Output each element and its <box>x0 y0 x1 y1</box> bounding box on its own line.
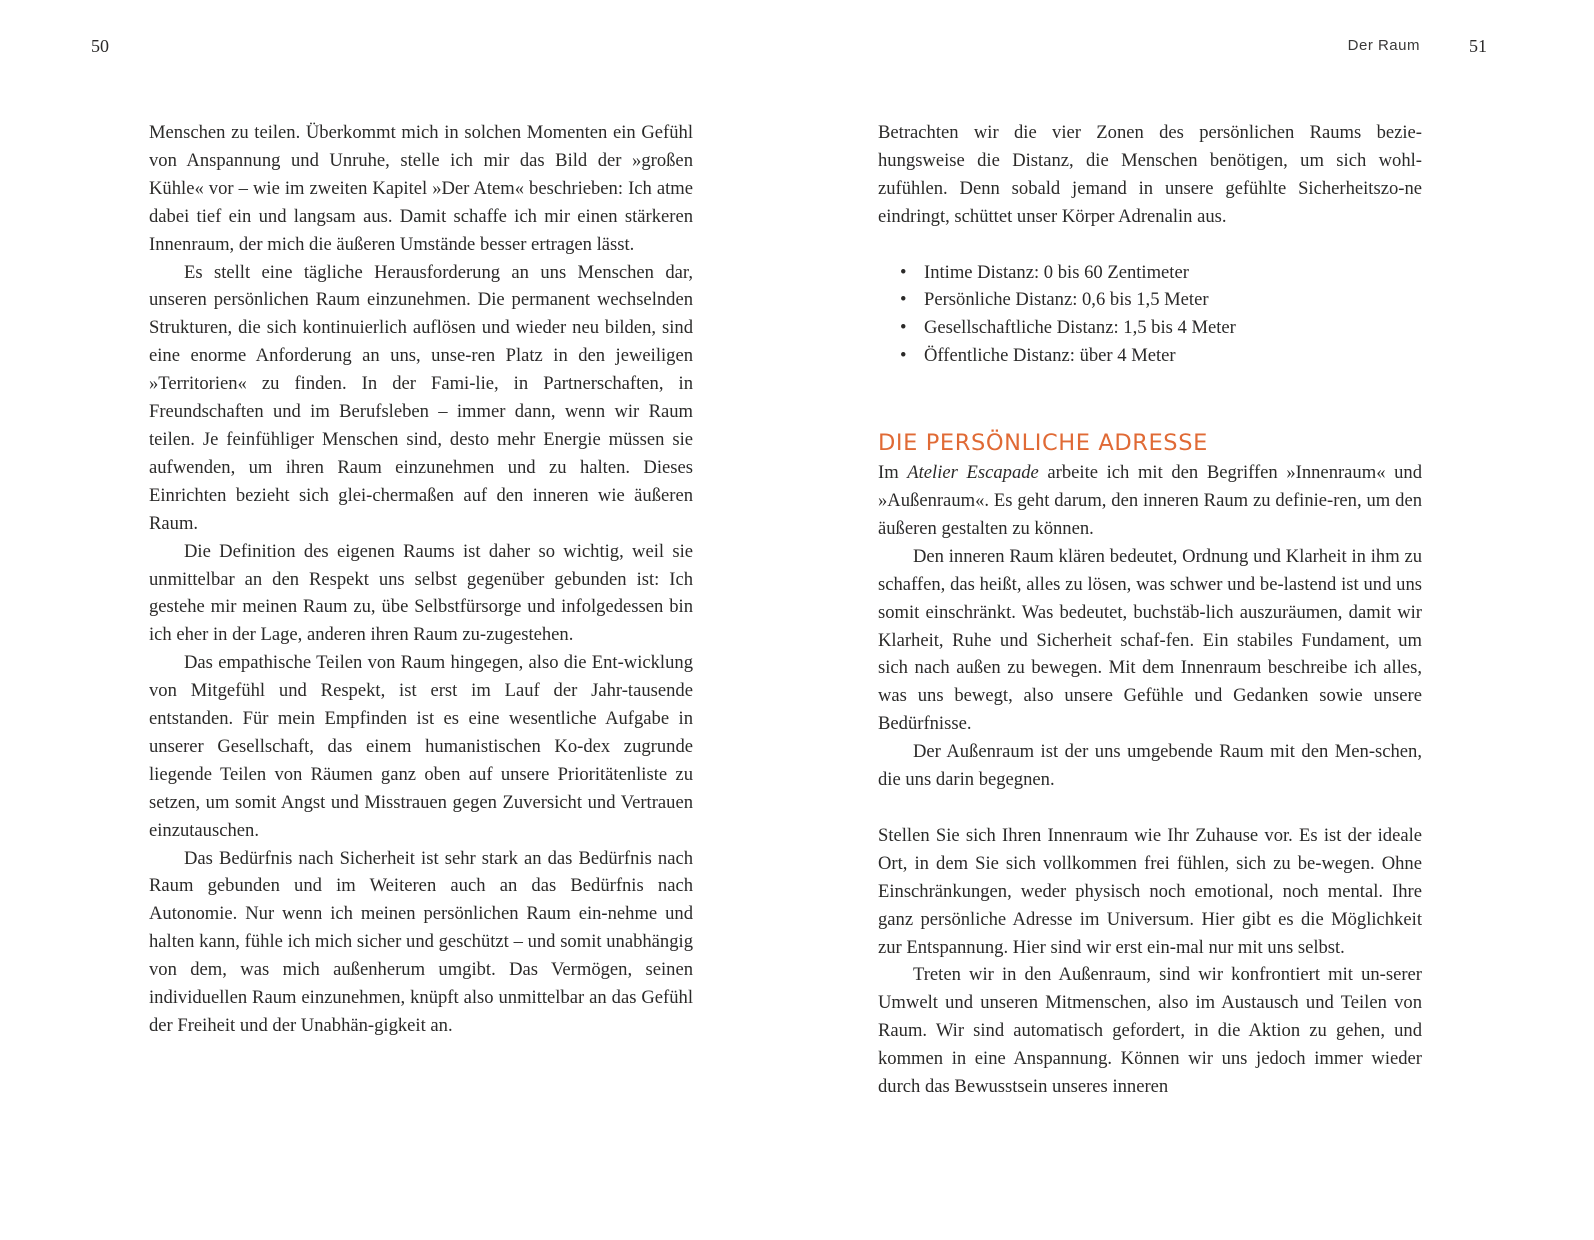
distance-zones-list <box>878 259 1422 371</box>
paragraph: Den inneren Raum klären bedeutet, Ordnung und Klarheit in ihm zu schaffen, das heißt, alles zu lösen, was schwer und be-lastend ist und uns somit einschränkt. Was bedeutet, buchstäb-lich auszuräumen, damit wir Klarheit, Ruhe und Sicherheit schaf-fen. Ein stabiles Fundament, um sich nach außen zu bewegen. Mit dem Innenraum beschreibe ich alles, was uns bewegt, also unsere Gefühle und Gedanken sowie unsere Bedürfnisse. <box>878 545 1422 735</box>
paragraph: Menschen zu teilen. Überkommt mich in solchen Momenten ein Gefühl von Anspannung und Unruhe, stelle ich mir das Bild der »großen Kühle« vor – wie im zweiten Kapitel »Der Atem« beschrieben: Ich atme dabei tief ein und langsam aus. Damit schaffe ich mir einen stärkeren Innenraum, der mich die äußeren Umstände besser ertragen lässt. <box>149 122 693 255</box>
page-number-right: 51 <box>1469 36 1487 56</box>
list-item: • Intime Distanz: 0 bis 60 Zentimeter <box>900 259 1422 287</box>
list-item: • Gesellschaftliche Distanz: 1,5 bis 4 Meter <box>900 314 1422 342</box>
paragraph: Die Definition des eigenen Raums ist daher so wichtig, weil sie unmittelbar an den Respekt uns selbst gegenüber gebunden ist: Ich gestehe mir meinen Raum zu, übe Selbstfürsorge und infolgedessen bin ich eher in der Lage, anderen ihren Raum zu-zugestehen. <box>149 540 693 646</box>
bullet-icon: • <box>900 345 907 367</box>
intro-paragraph: Betrachten wir die vier Zonen des persönlichen Raums bezie-hungsweise die Distanz, die Menschen benötigen, um sich wohl-zufühlen. Denn sobald jemand in unsere gefühlte Sicherheitszo-ne eindringt, schüttet unser Körper Adrenalin aus. <box>878 122 1422 227</box>
emphasis-text: Atelier Escapade <box>907 462 1039 484</box>
paragraph: Es stellt eine tägliche Herausforderung an uns Menschen dar, unseren persönlichen Raum einzunehmen. Die permanent wechselnden Strukturen, die sich kontinuierlich auflösen und wieder neu bilden, sind eine enorme Anforderung an uns, unse-ren Platz in den jeweiligen »Territorien« zu finden. In der Fami-lie, in Partnerschaften, in Freundschaften und im Berufsleben – immer dann, wenn wir Raum teilen. Je feinfühliger Menschen sind, desto mehr Energie müssen sie aufwenden, um ihren Raum einzunehmen und zu halten. Dieses Einrichten bezieht sich glei-chermaßen auf den inneren wie äußeren Raum. <box>149 261 693 534</box>
list-item: • Öffentliche Distanz: über 4 Meter <box>900 342 1422 370</box>
paragraph: Der Außenraum ist der uns umgebende Raum mit den Men-schen, die uns darin begegnen. <box>878 741 1422 791</box>
bullet-icon: • <box>900 261 907 283</box>
paragraph: Im Atelier Escapade arbeite ich mit den Begriffen »Innenraum« und »Außenraum«. Es geht darum, den inneren Raum zu definie-ren, um den äußeren gestalten zu können. <box>878 462 1422 539</box>
paragraph: Stellen Sie sich Ihren Innenraum wie Ihr Zuhause vor. Es ist der ideale Ort, in dem Sie sich vollkommen frei fühlen, sich zu be-wegen. Ohne Einschränkungen, weder physisch noch emotional, noch mental. Ihre ganz persönliche Adresse im Universum. Hier gibt es die Möglichkeit zur Entspannung. Hier sind wir erst ein-mal nur mit uns selbst. <box>878 824 1422 958</box>
paragraph: Das Bedürfnis nach Sicherheit ist sehr stark an das Bedürfnis nach Raum gebunden und im Weiteren auch an das Bedürfnis nach Autonomie. Nur wenn ich meinen persönlichen Raum ein-nehme und halten kann, fühle ich mich sicher und geschützt – und somit unabhängig von dem, was mich außenherum umgibt. Das Vermögen, seinen individuellen Raum einzunehmen, knüpft also unmittelbar an das Gefühl der Freiheit und der Unabhän-gigkeit an. <box>149 847 693 1036</box>
running-head: Der Raum <box>1347 37 1420 54</box>
right-page-text <box>878 119 1422 1101</box>
list-item: • Persönliche Distanz: 0,6 bis 1,5 Meter <box>900 286 1422 314</box>
bullet-icon: • <box>900 317 907 339</box>
paragraph: Das empathische Teilen von Raum hingegen, also die Ent-wicklung von Mitgefühl und Respekt, ist erst im Lauf der Jahr-tausende entstanden. Für mein Empfinden ist es eine wesentliche Aufgabe in unserer Gesellschaft, das einem humanistischen Ko-dex zugrunde liegende Teilen von Räumen ganz oben auf unsere Prioritätenliste zu setzen, um somit Angst und Misstrauen gegen Zuversicht und Vertrauen einzutauschen. <box>149 652 693 841</box>
left-page-text <box>149 119 693 1040</box>
section-heading: DIE PERSÖNLICHE ADRESSE <box>878 430 1208 457</box>
paragraph: Treten wir in den Außenraum, sind wir konfrontiert mit un-serer Umwelt und unseren Mitmenschen, also im Austausch und Teilen von Raum. Wir sind automatisch gefordert, in die Aktion zu gehen, und kommen in eine Anspannung. Können wir uns jedoch immer wieder durch das Bewusstsein unseres inneren <box>878 964 1422 1098</box>
page-number-left: 50 <box>91 36 109 56</box>
bullet-icon: • <box>900 289 907 311</box>
